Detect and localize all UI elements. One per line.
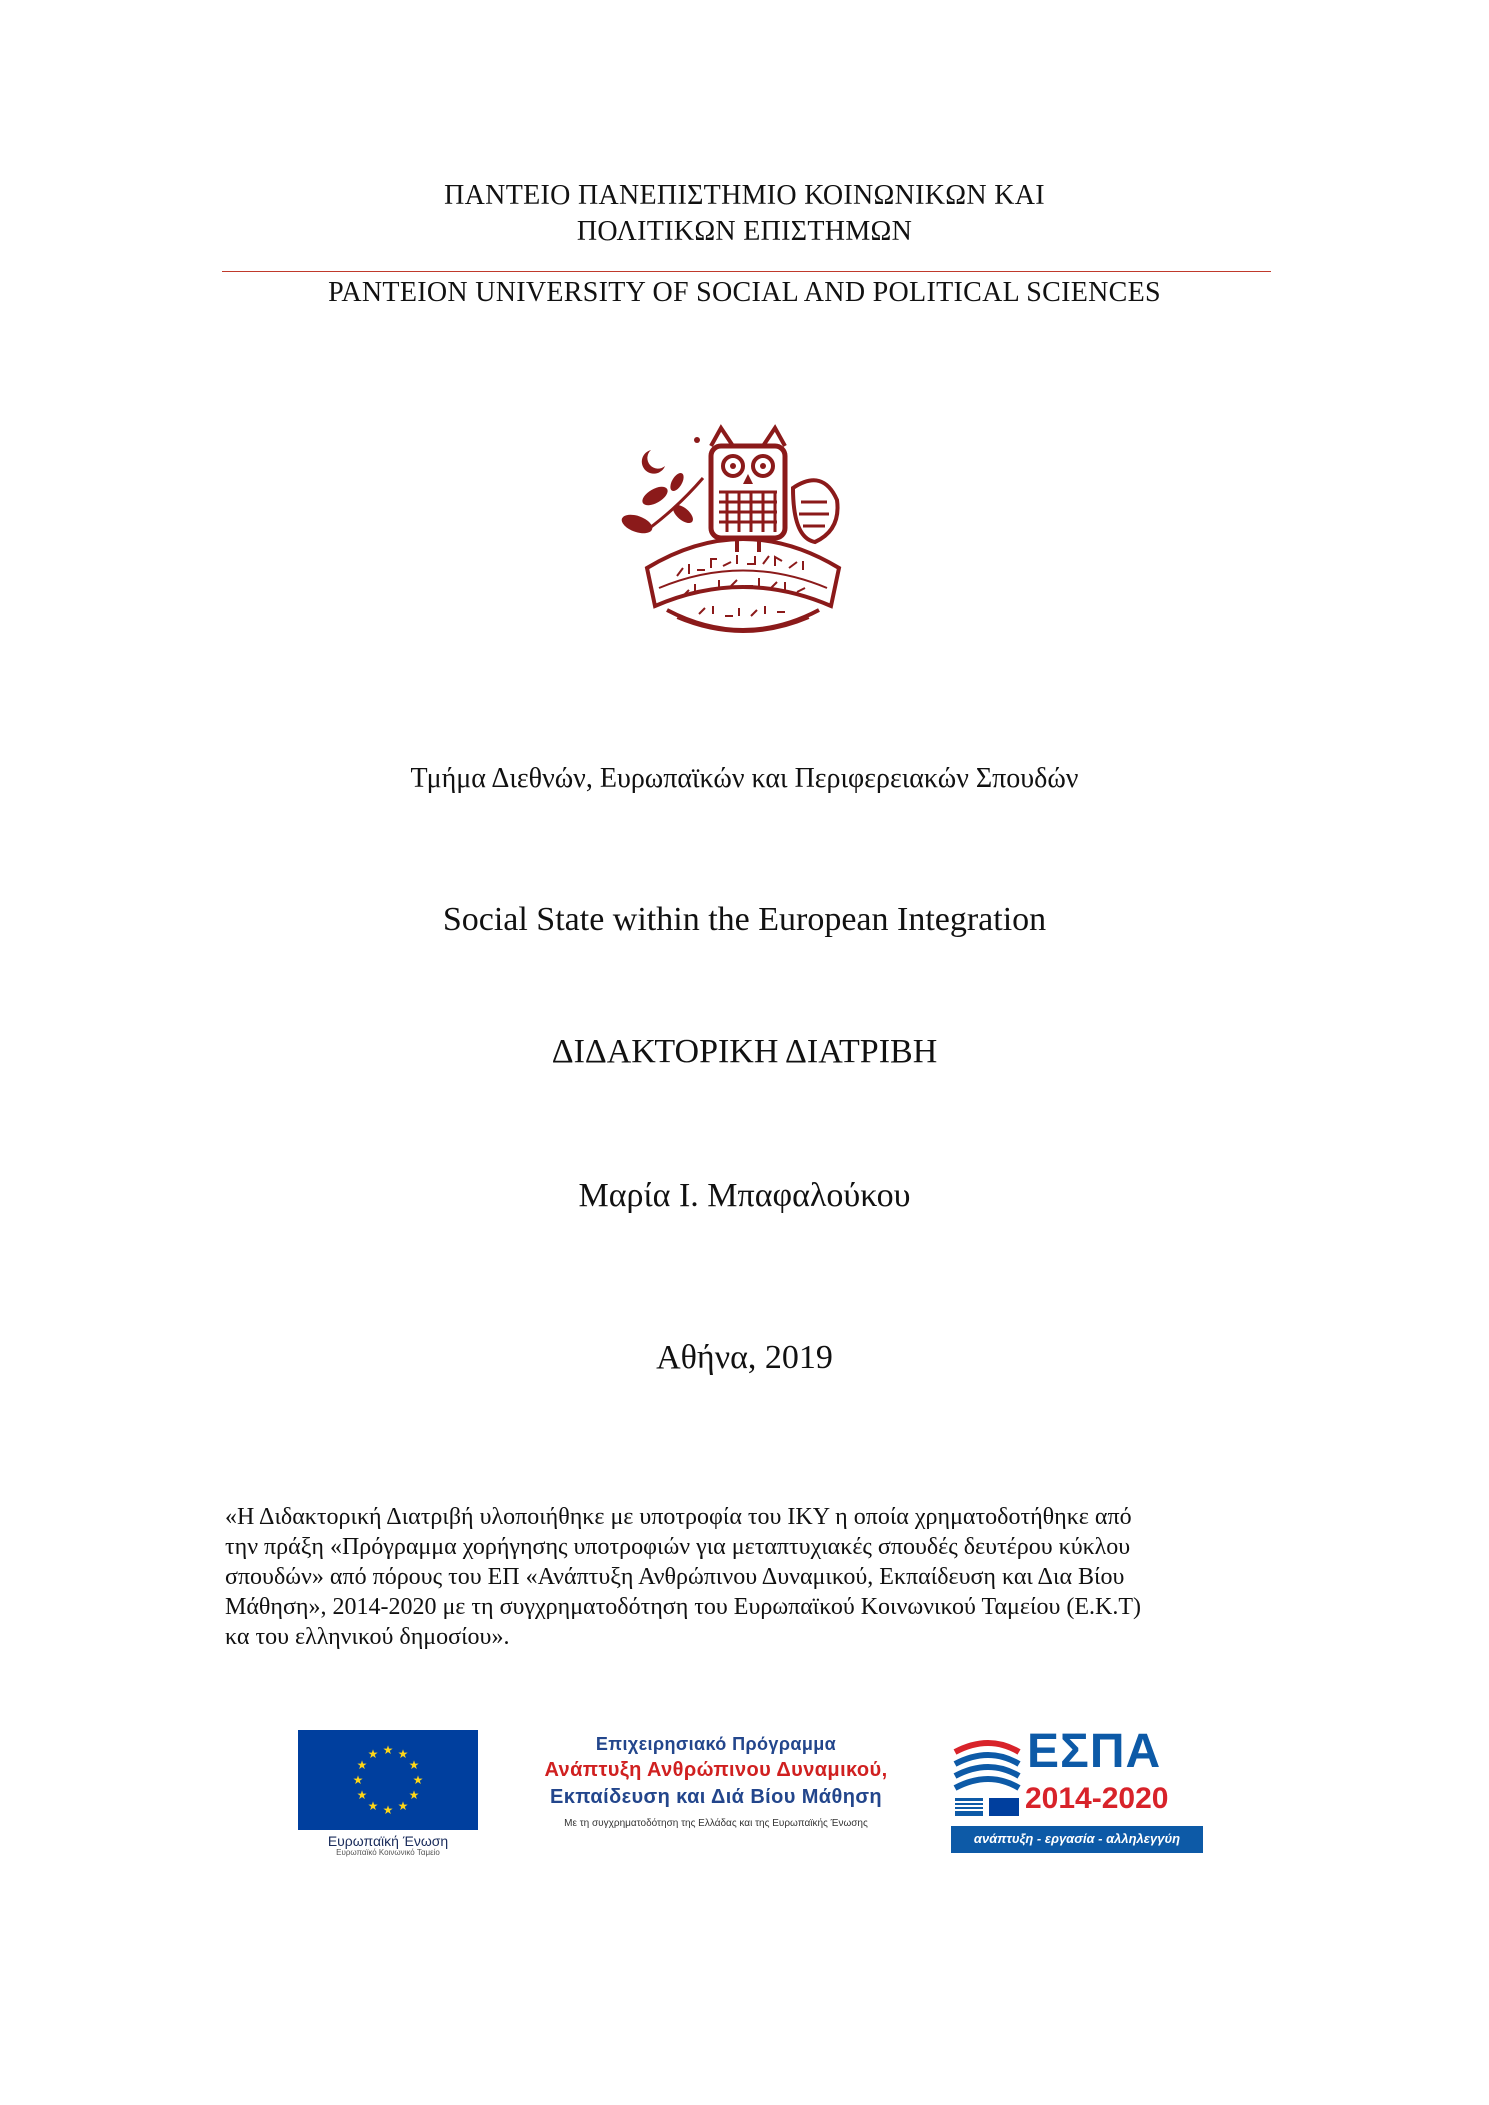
eu-star-icon: ★ [367, 1799, 379, 1813]
document-type: ΔΙΔΑΚΤΟΡΙΚΗ ΔΙΑΤΡΙΒΗ [551, 1033, 938, 1070]
author-name: Μαρία Ι. Μπαφαλούκου [578, 1177, 911, 1214]
espa-logo [951, 1725, 1203, 1855]
eu-logo [298, 1730, 478, 1855]
funding-line: Μάθηση», 2014-2020 με τη συγχρηματοδότηση του Ευρωπαϊκού Κοινωνικού Ταμείου (Ε.Κ.Τ) [225, 1594, 1141, 1620]
op-line2: Ανάπτυξη Ανθρώπινου Δυναμικού, [544, 1759, 888, 1781]
eu-star-icon: ★ [408, 1758, 420, 1772]
eu-star-icon: ★ [408, 1788, 420, 1802]
espa-wordmark: ΕΣΠΑ [1027, 1725, 1162, 1778]
department-name: Τμήμα Διεθνών, Ευρωπαϊκών και Περιφερειακών Σπουδών [410, 763, 1079, 794]
operational-programme-logo [491, 1730, 941, 1855]
header-divider [222, 271, 1271, 272]
thesis-title: Social State within the European Integration [442, 901, 1047, 938]
espa-tagline: ανάπτυξη - εργασία - αλληλεγγύη [973, 1831, 1181, 1846]
eu-star-icon: ★ [382, 1803, 394, 1817]
eu-subname: Ευρωπαϊκό Κοινωνικό Ταμείο [336, 1848, 440, 1857]
university-name-greek [0, 178, 1489, 250]
university-name-greek-line2: ΠΟΛΙΤΙΚΩΝ ΕΠΙΣΤΗΜΩΝ [576, 216, 913, 247]
eu-star-icon: ★ [397, 1799, 409, 1813]
eu-stars-graphic [298, 1730, 478, 1830]
eu-star-icon: ★ [412, 1773, 424, 1787]
funding-line: σπουδών» από πόρους του ΕΠ «Ανάπτυξη Ανθρώπινου Δυναμικού, Εκπαίδευση και Δια Βίου [225, 1564, 1125, 1590]
funding-logos-strip [298, 1725, 1203, 1857]
funding-line: την πράξη «Πρόγραμμα χορήγησης υποτροφιών για μεταπτυχιακές σπουδές δευτέρου κύκλου [225, 1534, 1131, 1560]
funding-line: κα του ελληνικού δημοσίου». [225, 1624, 510, 1650]
op-line3: Εκπαίδευση και Διά Βίου Μάθηση [549, 1786, 883, 1808]
eu-star-icon: ★ [356, 1788, 368, 1802]
university-name-greek-line1: ΠΑΝΤΕΙΟ ΠΑΝΕΠΙΣΤΗΜΙΟ ΚΟΙΝΩΝΙΚΩΝ ΚΑΙ [444, 180, 1045, 211]
owl-seal-icon [607, 418, 879, 650]
funding-statement [225, 1502, 1270, 1652]
op-line1: Επιχειρησιακό Πρόγραμμα [595, 1734, 837, 1754]
espa-waves-icon [951, 1734, 1023, 1826]
eu-flag-icon [298, 1730, 478, 1830]
university-name-english: PANTEION UNIVERSITY OF SOCIAL AND POLITICAL SCIENCES [328, 277, 1161, 308]
espa-years: 2014-2020 [1025, 1782, 1169, 1815]
university-seal-graphic [607, 418, 879, 650]
eu-star-icon: ★ [356, 1758, 368, 1772]
place-and-year: Αθήνα, 2019 [656, 1339, 833, 1376]
op-line4: Με τη συγχρηματοδότηση της Ελλάδας και της Ευρωπαϊκής Ένωσης [564, 1818, 868, 1829]
eu-star-icon: ★ [382, 1743, 394, 1757]
funding-line: «Η Διδακτορική Διατριβή υλοποιήθηκε με υποτροφία του ΙΚΥ η οποία χρηματοδοτήθηκε από [225, 1504, 1132, 1530]
eu-star-icon: ★ [397, 1747, 409, 1761]
eu-star-icon: ★ [352, 1773, 364, 1787]
eu-star-icon: ★ [367, 1747, 379, 1761]
eu-name: Ευρωπαϊκή Ένωση [327, 1833, 449, 1849]
